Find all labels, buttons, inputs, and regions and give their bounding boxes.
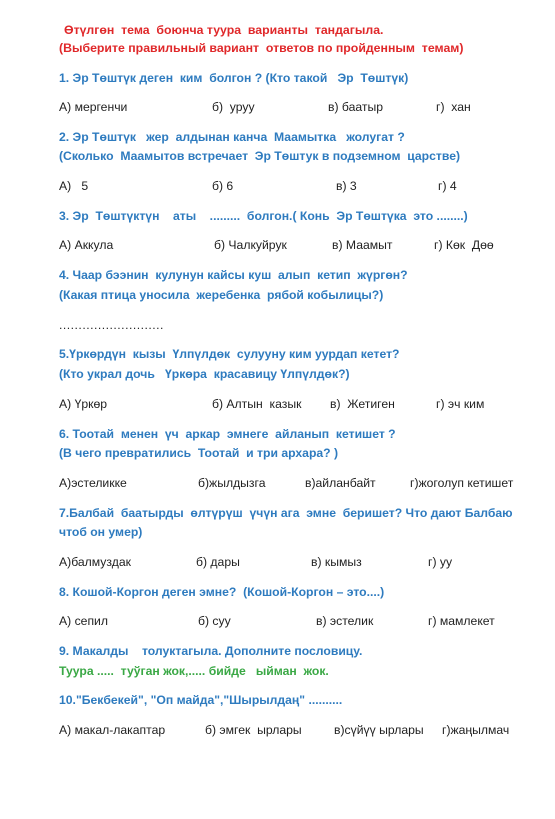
- q5-option-v: в) Жетиген: [330, 397, 395, 411]
- q6-option-v: в)айланбайт: [305, 476, 376, 490]
- q1-option-a: А) мергенчи: [59, 100, 128, 114]
- q7-option-g: г) уу: [428, 555, 453, 569]
- question-6-translation: (В чего превратились Тоотай и три архара? ): [59, 446, 339, 460]
- q9-proverb: Туура ..... туўган жок,..... бийде ыйман жок.: [59, 664, 329, 678]
- q6-option-b: б)жылдызга: [198, 476, 266, 490]
- question-6-text: 6. Тоотай менен үч аркар эмнеге айланып кетишет ?: [59, 427, 396, 441]
- q1-option-b: б) уруу: [212, 100, 255, 114]
- q2-option-a: А) 5: [59, 179, 89, 193]
- q2-option-g: г) 4: [438, 179, 457, 193]
- q3-option-a: А) Аккула: [59, 238, 114, 252]
- question-2-text: 2. Эр Төштүк жер алдынан канча Маамытка жолугат ?: [59, 130, 405, 144]
- q8-option-b: б) суу: [198, 614, 231, 628]
- q10-option-v: в)сүйүү ырлары: [334, 723, 424, 737]
- q10-option-a: А) макал-лакаптар: [59, 723, 166, 737]
- header-line-russian: (Выберите правильный вариант ответов по пройденным темам): [59, 41, 464, 55]
- q5-option-b: б) Алтын казык: [212, 397, 302, 411]
- question-4-text: 4. Чаар бээнин кулунун кайсы куш алып кетип жүргөн?: [59, 268, 408, 282]
- q1-option-v: в) баатыр: [328, 100, 384, 114]
- q3-option-g: г) Көк Дөө: [434, 238, 494, 252]
- question-10-text: 10."Бекбекей", "Оп майда","Шырылдаң" ..........: [59, 693, 343, 707]
- question-5-text: 5.Үркөрдүн кызы Үлпүлдөк сулуунy ким уурдап кетет?: [59, 347, 400, 361]
- question-2-translation: (Сколько Маамытов встречает Эр Төштук в подземном царстве): [59, 149, 461, 163]
- q4-answer-blank: ...........................: [59, 318, 164, 332]
- q7-option-a: А)балмуздак: [59, 555, 131, 569]
- question-3-text: 3. Эр Төштүктүн аты ......... болгон.( Конь Эр Төштүка это ........): [59, 209, 468, 223]
- question-5-translation: (Кто украл дочь Үркөра красавицу Үлпүлдөк?): [59, 367, 350, 381]
- question-8-text: 8. Кошой-Коргон деген эмне? (Кошой-Коргон – это....): [59, 585, 385, 599]
- q1-option-g: г) хан: [436, 100, 471, 114]
- q10-option-g: г)жаңылмач: [442, 723, 510, 737]
- question-7-text: 7.Балбай баатырды өлтүрүш үчүн ага эмне беришет? Что дают Балбаю: [59, 506, 513, 520]
- question-1-text: 1. Эр Төштүк деген ким болгон ? (Кто такой Эр Төштүк): [59, 71, 409, 85]
- q3-option-v: в) Маамыт: [332, 238, 393, 252]
- q5-option-a: А) Үркөр: [59, 397, 108, 411]
- q7-option-v: в) кымыз: [311, 555, 362, 569]
- q8-option-a: А) сепил: [59, 614, 108, 628]
- q2-option-b: б) 6: [212, 179, 234, 193]
- question-9-text: 9. Макалды толуктагыла. Дополните пословицу.: [59, 644, 363, 658]
- q10-option-b: б) эмгек ырлары: [205, 723, 302, 737]
- q6-option-g: г)жоголуп кетишет: [410, 476, 514, 490]
- q3-option-b: б) Чалкуйрук: [214, 238, 287, 252]
- q8-option-g: г) мамлекет: [428, 614, 495, 628]
- q5-option-g: г) эч ким: [436, 397, 485, 411]
- q7-option-b: б) дары: [196, 555, 240, 569]
- header-line-kyrgyz: Өтүлгөн тема боюнча туура варианты тандагыла.: [64, 23, 384, 37]
- q2-option-v: в) 3: [336, 179, 357, 193]
- q6-option-a: А)эстеликке: [59, 476, 127, 490]
- q8-option-v: в) эстелик: [316, 614, 374, 628]
- question-4-translation: (Какая птица уносила жеребенка рябой кобылицы?): [59, 288, 384, 302]
- question-7-translation: чтоб он умер): [59, 525, 143, 539]
